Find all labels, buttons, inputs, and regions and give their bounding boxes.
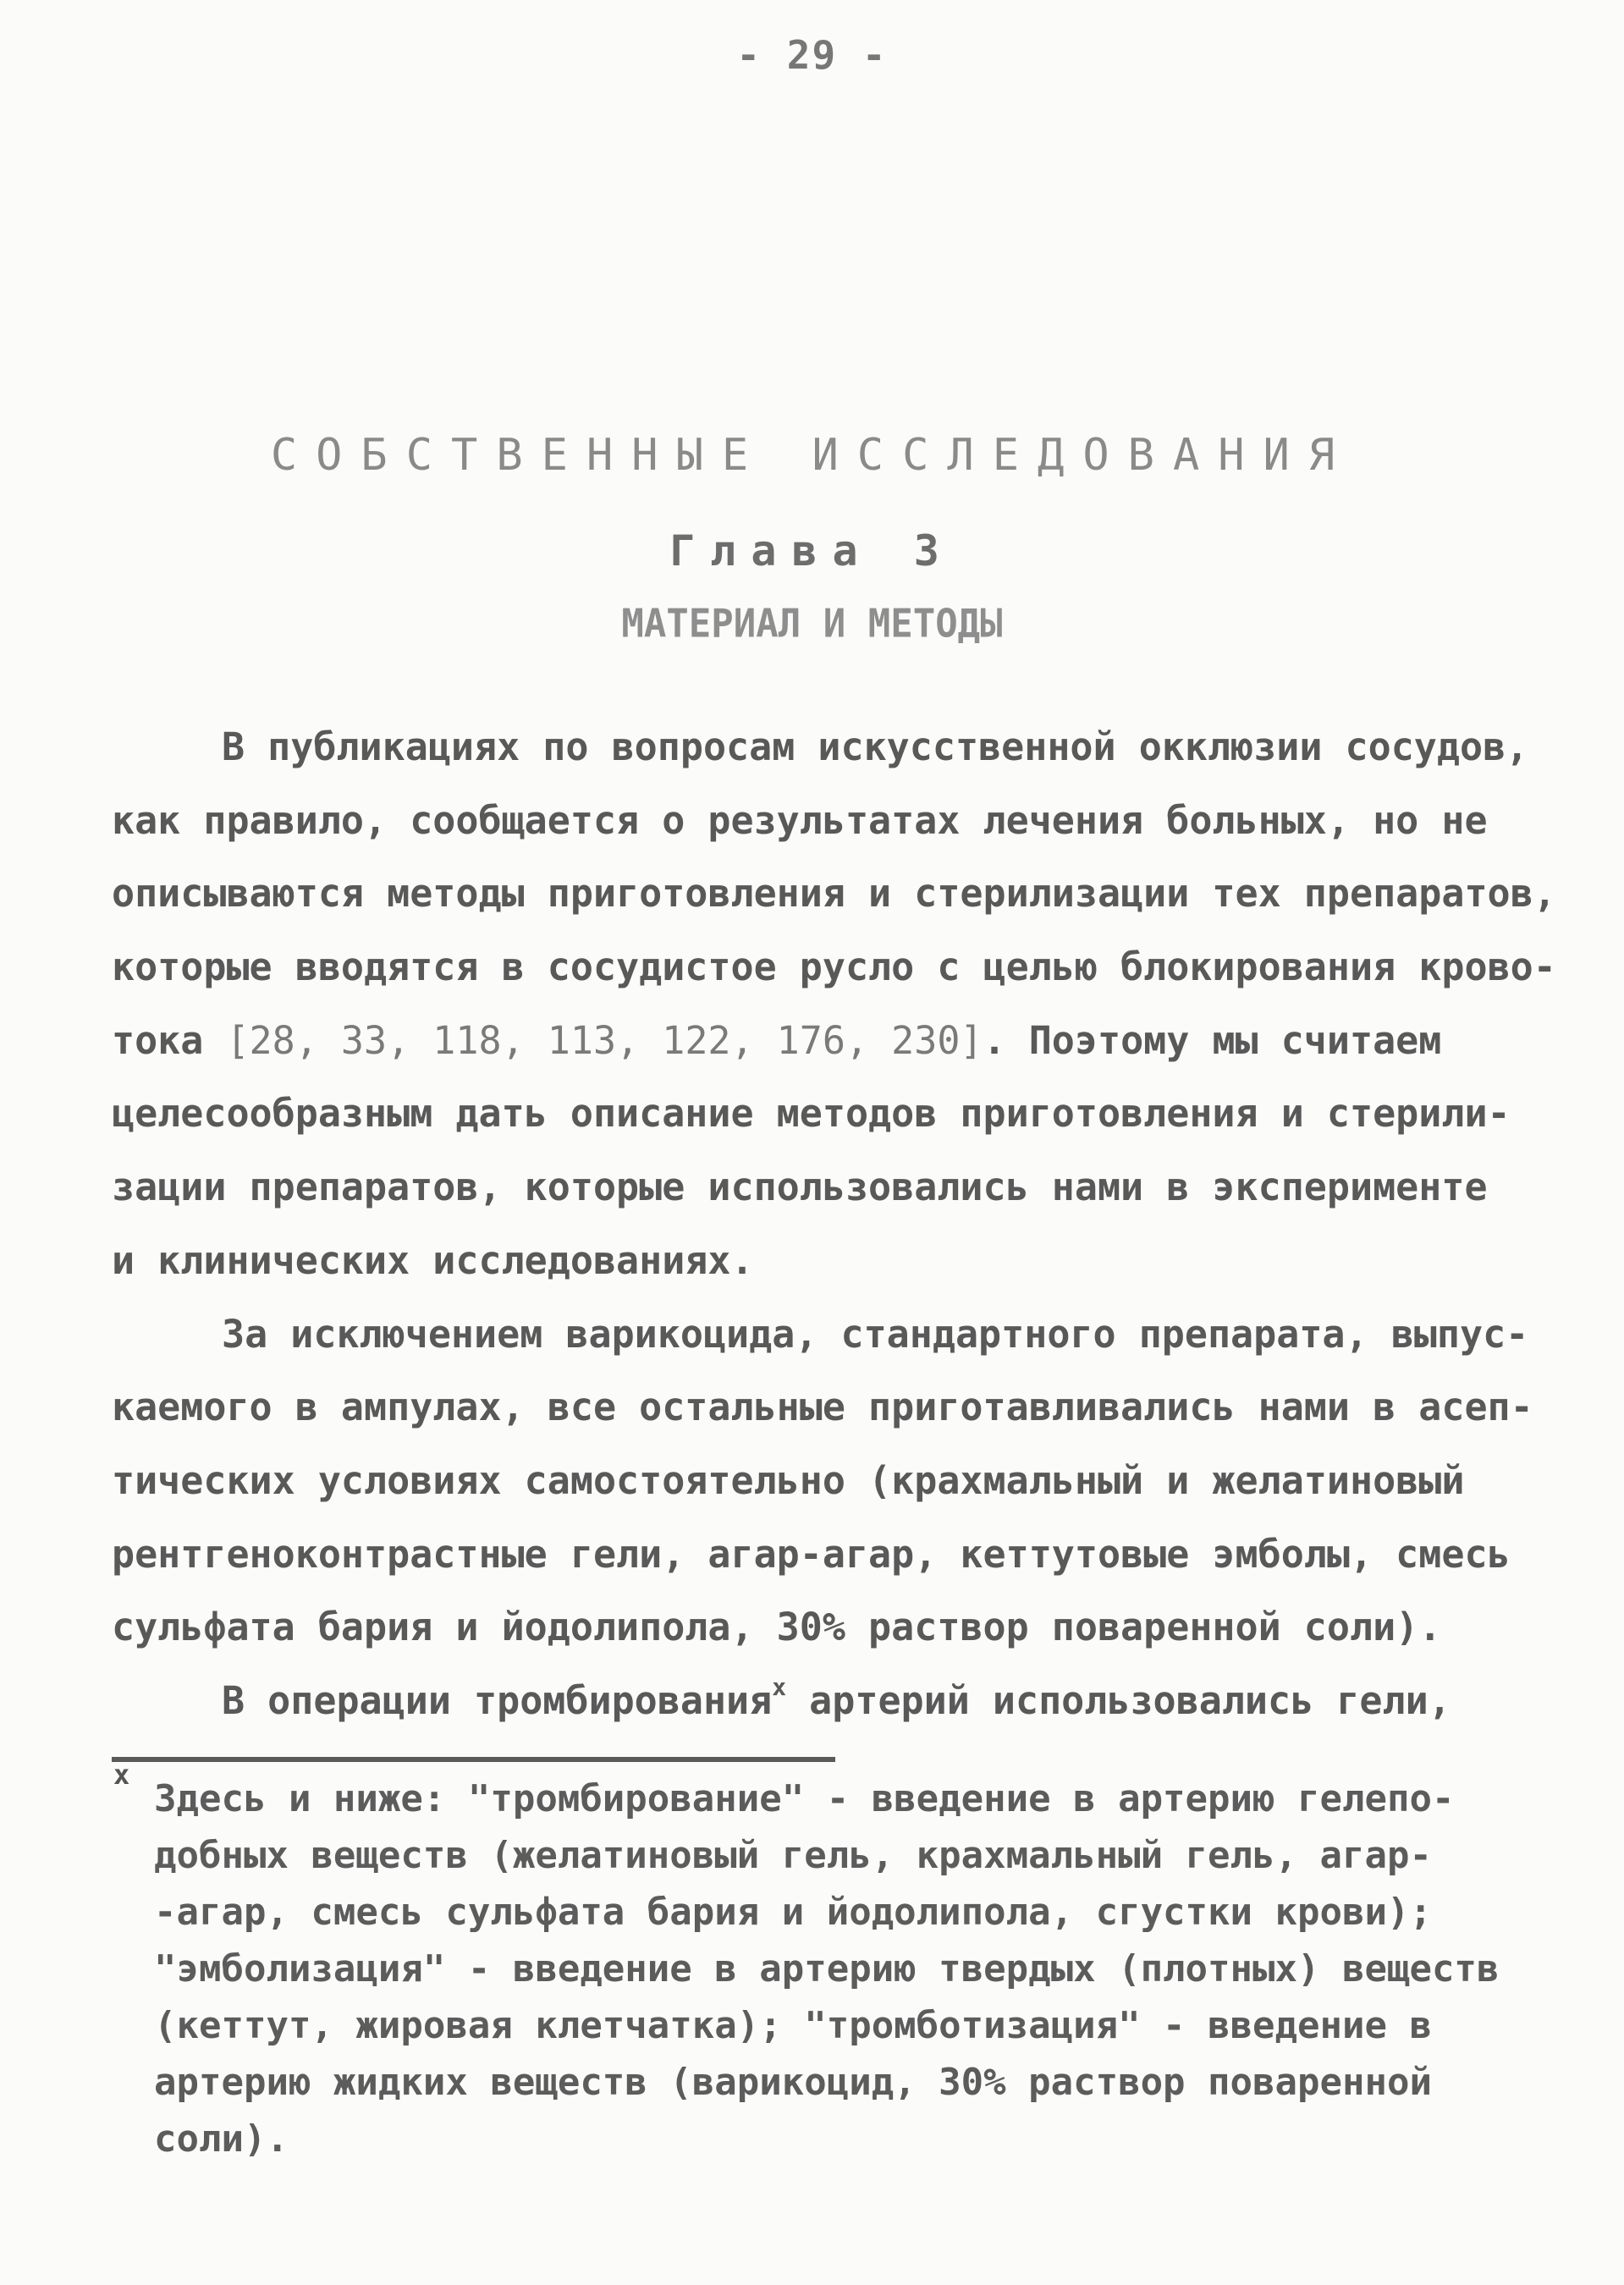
paragraph-3-end: артерий использовались гели,	[786, 1677, 1451, 1723]
section-title: СОБСТВЕННЫЕ ИССЛЕДОВАНИЯ	[270, 430, 1354, 481]
paragraph-1-line-5-start: тока	[112, 1017, 227, 1063]
paragraph-3-line-1	[112, 1665, 1533, 1738]
paragraph-1-line-4: которые вводятся в сосудистое русло с целью блокирования крово-	[112, 944, 1556, 990]
paragraph-1-line-6: целесообразным дать описание методов приготовления и стерили-	[112, 1091, 1511, 1137]
paragraph-1-line-8: и клинических исследованиях.	[112, 1237, 754, 1283]
chapter-subtitle: МАТЕРИАЛ И МЕТОДЫ	[621, 601, 1003, 647]
footnote-marker: x	[113, 1759, 130, 1791]
paragraph-1-line-5-end: . Поэтому мы считаем	[983, 1017, 1442, 1063]
paragraph-2-line-5: сульфата бария и йодолипола, 30% раствор поваренной соли).	[112, 1605, 1442, 1650]
paragraph-1-line-1: В публикациях по вопросам искусственной окклюзии сосудов,	[222, 724, 1529, 769]
paragraph-2-line-3: тических условиях самостоятельно (крахмальный и желатиновый	[112, 1457, 1465, 1503]
page-number: - 29 -	[736, 32, 888, 78]
reference-list: [28, 33, 118, 113, 122, 176, 230]	[226, 1017, 983, 1063]
paragraph-2-line-4: рентгеноконтрастные гели, агар-агар, кеттутовые эмболы, смесь	[112, 1531, 1511, 1577]
paragraph-1-line-7: зации препаратов, которые использовались нами в эксперименте	[112, 1165, 1488, 1210]
footnote-line-5: (кеттут, жировая клетчатка); "тромботизация" - введение в	[154, 2004, 1432, 2047]
paragraph-2-line-1: За исключением варикоцида, стандартного препарата, выпус-	[222, 1311, 1529, 1357]
paragraph-1-line-5	[112, 1005, 1533, 1078]
paragraph-2-line-2: каемого в ампулах, все остальные приготавливались нами в асеп-	[112, 1385, 1533, 1430]
footnote-line-4: "эмболизация" - введение в артерию твердых (плотных) веществ	[154, 1947, 1500, 1990]
footnote-line-7: соли).	[154, 2117, 289, 2161]
footnote-line-1: Здесь и ниже: "тромбирование" - введение в артерию гелепо-	[154, 1777, 1455, 1820]
footnote-line-3: -агар, смесь сульфата бария и йодолипола, сгустки крови);	[154, 1891, 1432, 1934]
body-text	[112, 711, 1556, 1738]
footnote-divider	[112, 1757, 835, 1762]
footnote-line-2: добных веществ (желатиновый гель, крахмальный гель, агар-	[154, 1834, 1432, 1877]
chapter-heading: Глава 3	[669, 526, 955, 575]
footnote-line-6: артерию жидких веществ (варикоцид, 30% раствор поваренной	[154, 2061, 1432, 2104]
paragraph-3-start: В операции тромбирования	[222, 1677, 773, 1723]
footnote-reference-marker: x	[772, 1672, 787, 1701]
footnote	[154, 1770, 1533, 2167]
paragraph-1-line-3: описываются методы приготовления и стерилизации тех препаратов,	[112, 871, 1556, 917]
paragraph-1-line-2: как правило, сообщается о результатах лечения больных, но не	[112, 797, 1488, 843]
